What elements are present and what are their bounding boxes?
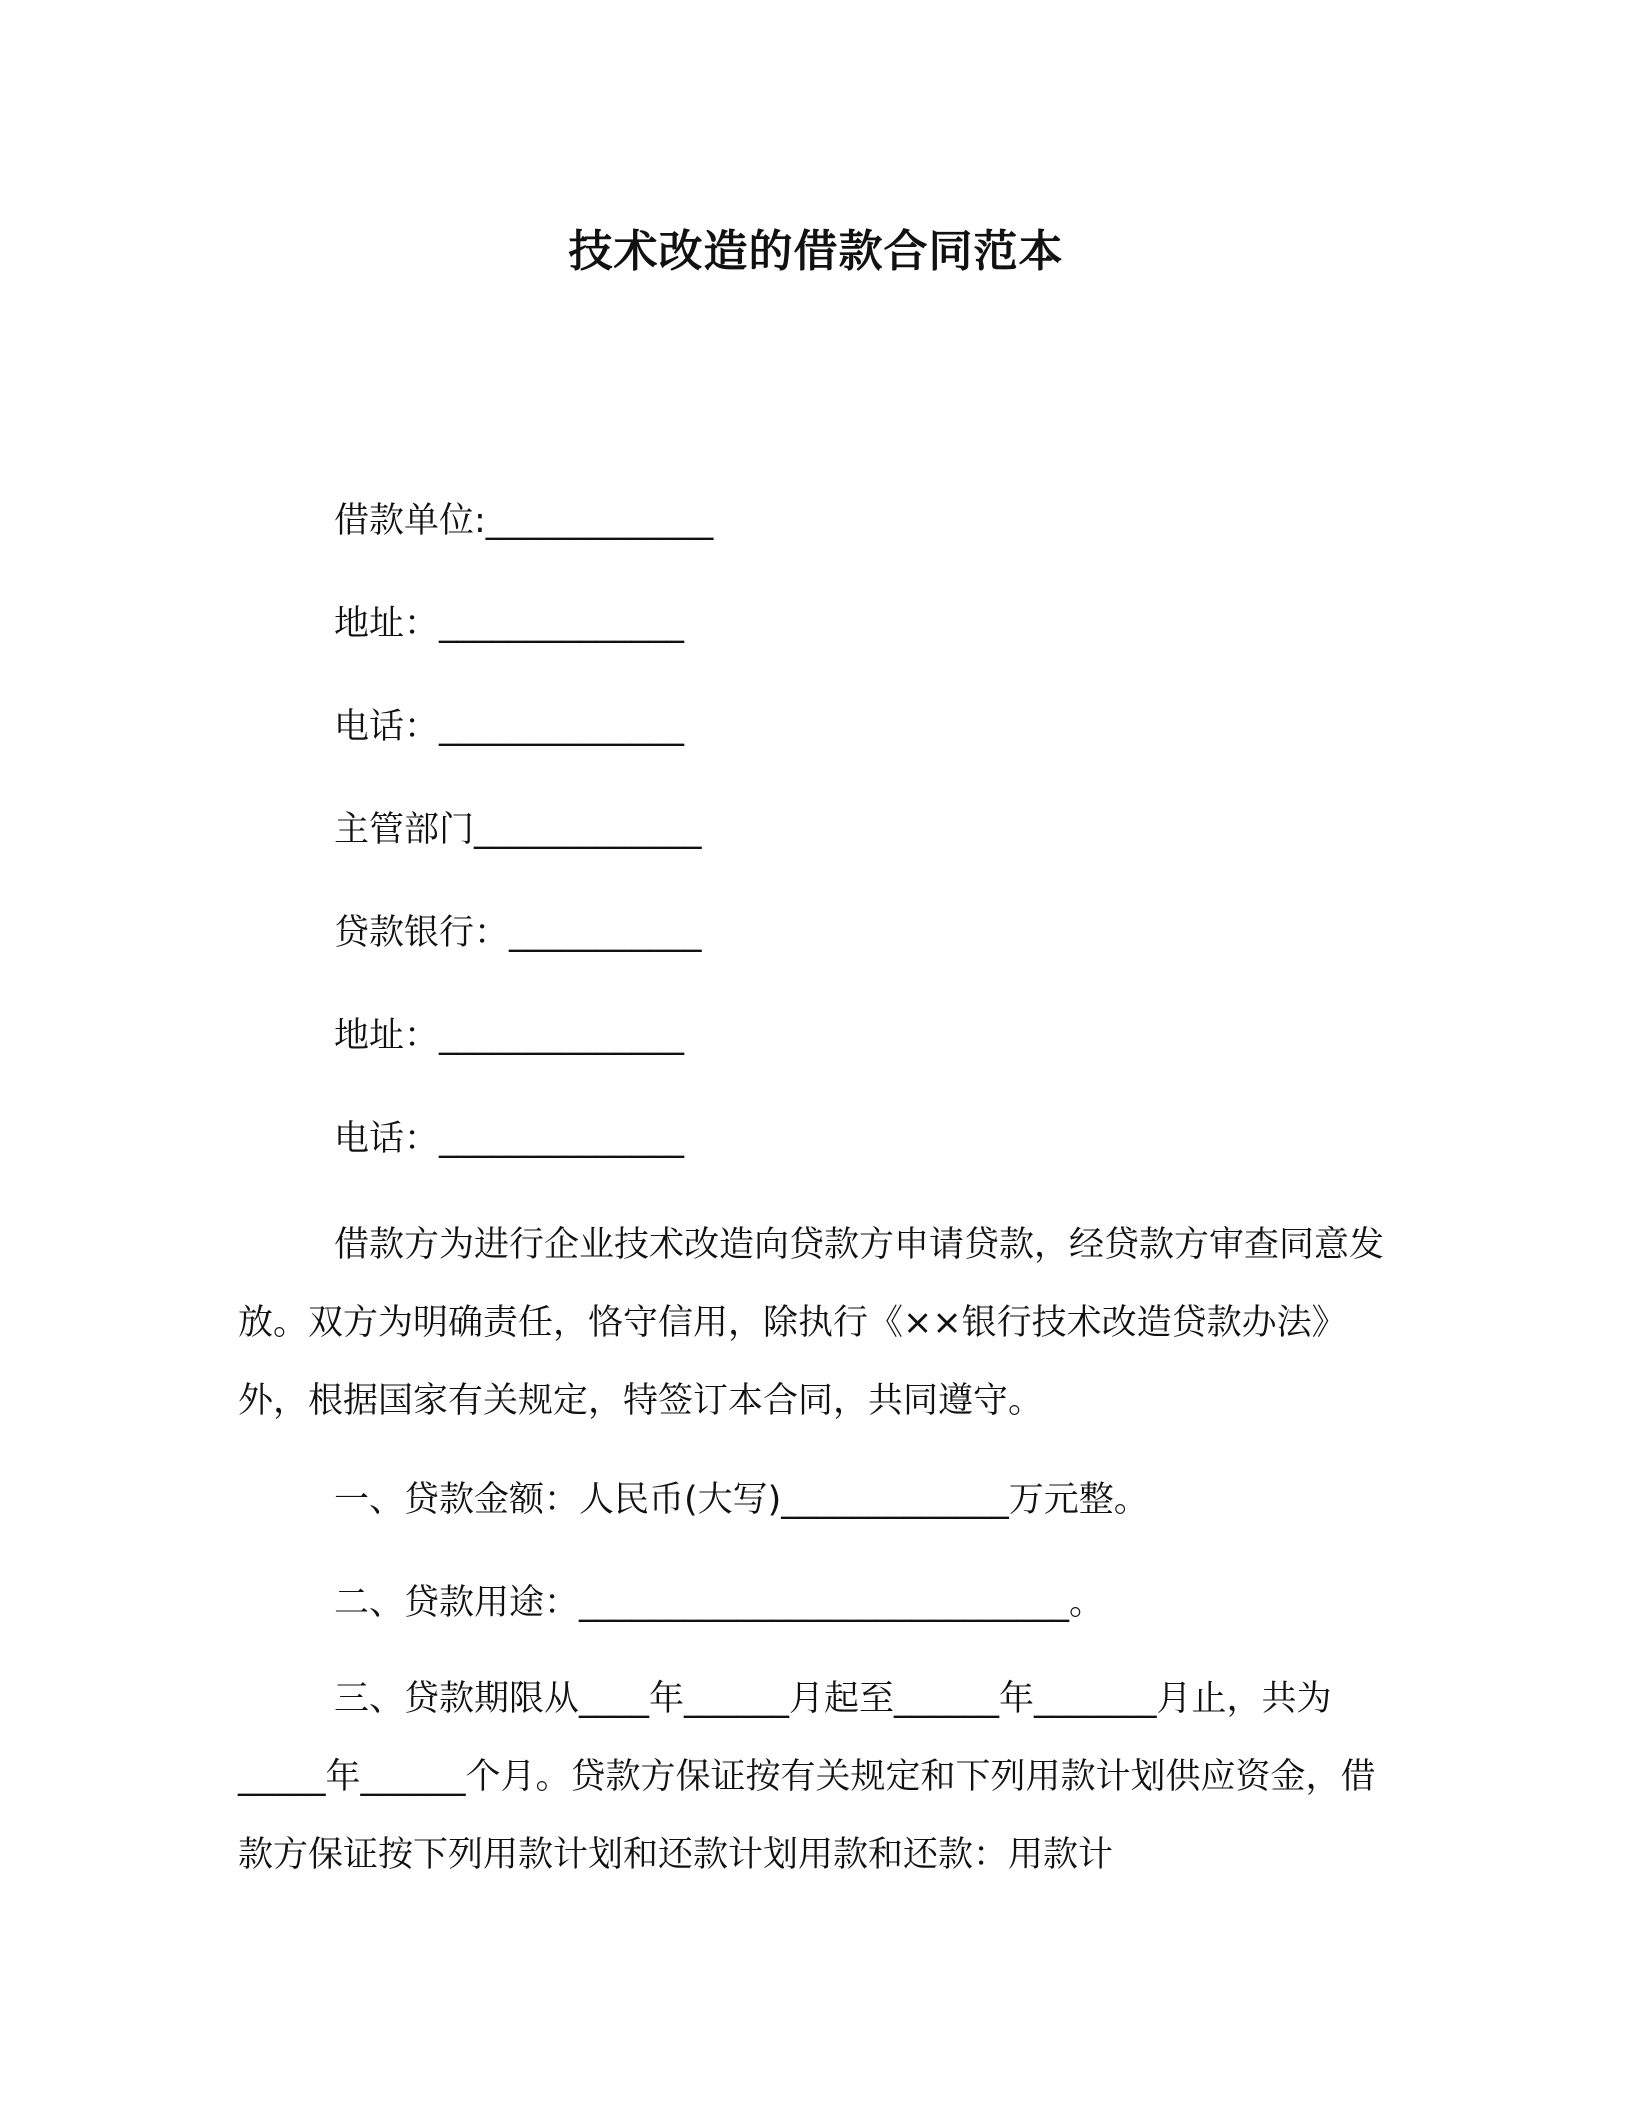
clause-loan-term: 三、贷款期限从____年______月起至______年_______月止，共为_____年______个月。贷款方保证按有关规定和下列用款计划供应资金，借款方保证按下列用款计划和还款计划用款和还款：用款计 — [238, 1679, 1376, 1875]
bank-address-field: 地址：______________ — [334, 1016, 685, 1056]
clause-loan-amount: 一、贷款金额：人民币(大写)_____________万元整。 — [334, 1480, 1149, 1520]
borrower-unit-field: 借款单位:_____________ — [334, 501, 714, 541]
supervising-department-field: 主管部门_____________ — [334, 810, 702, 850]
document-title: 技术改造的借款合同范本 — [568, 226, 1064, 277]
clause-loan-purpose: 二、贷款用途：____________________________。 — [334, 1583, 1105, 1623]
borrower-phone-field: 电话：______________ — [334, 707, 685, 747]
bank-phone-field: 电话：______________ — [334, 1119, 685, 1159]
lending-bank-field: 贷款银行：___________ — [334, 913, 702, 953]
borrower-address-field: 地址：______________ — [334, 604, 685, 644]
intro-paragraph: 借款方为进行企业技术改造向贷款方申请贷款，经贷款方审查同意发放。双方为明确责任，恪守信用，除执行《××银行技术改造贷款办法》外，根据国家有关规定，特签订本合同，共同遵守。 — [238, 1225, 1385, 1421]
